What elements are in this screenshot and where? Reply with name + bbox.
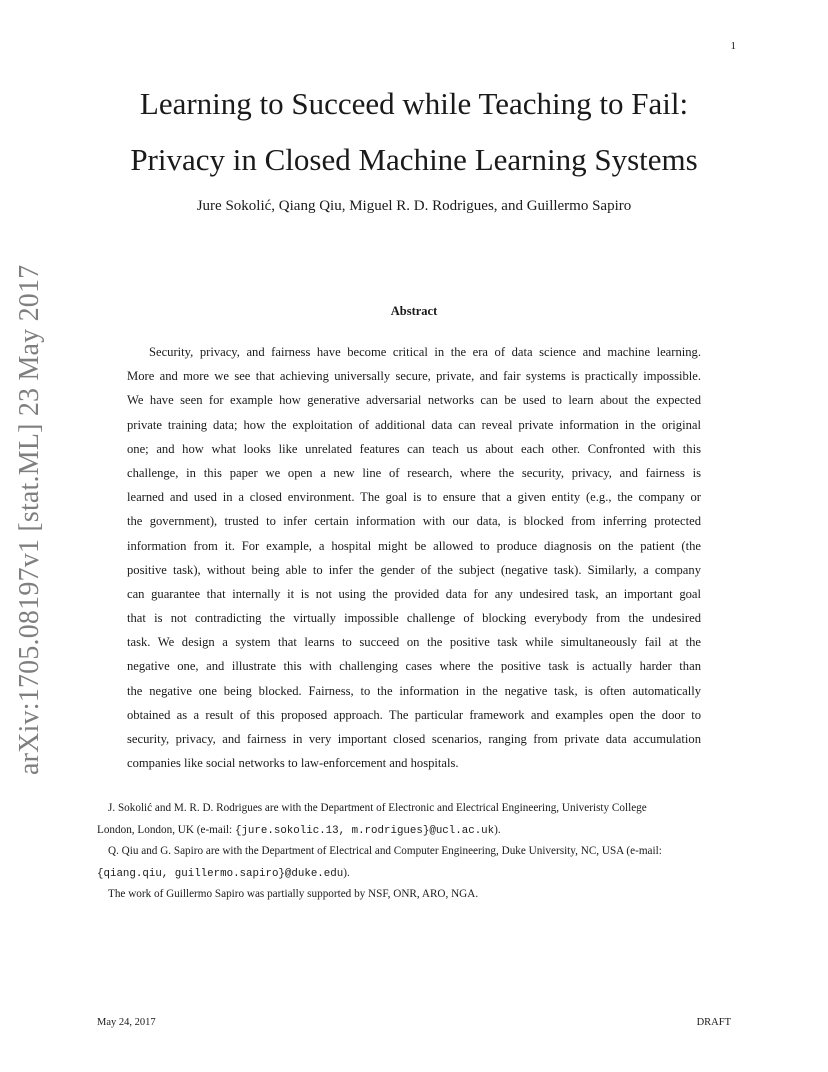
paper-title (40, 76, 788, 188)
title-line-2: Privacy in Closed Machine Learning Systems (130, 142, 698, 177)
footnote-affiliation-2-cont (97, 863, 731, 885)
author-list: Jure Sokolić, Qiang Qiu, Miguel R. D. Rodrigues, and Guillermo Sapiro (196, 198, 632, 214)
footnote-affiliation-1-cont (97, 820, 731, 842)
abstract-line: companies like social networks to law-enforcement and hospitals. (127, 756, 459, 771)
footnote-text: ). (343, 866, 350, 879)
abstract-line: More and more we see that achieving universally secure, private, and fair systems is practically impossible. (127, 369, 701, 384)
abstract-line: task. We design a system that learns to succeed on the positive task while simultaneously fail at the (127, 635, 701, 650)
title-line-1: Learning to Succeed while Teaching to Fail: (139, 86, 689, 121)
abstract-line: that is not contradicting the virtually impossible challenge of blocking everybody from the undesired (127, 611, 701, 626)
abstract-heading: Abstract (390, 304, 438, 318)
abstract-line: private training data; how the exploitation of additional data can reveal private information in the original (127, 417, 701, 432)
page-number: 1 (730, 40, 736, 52)
abstract-line: can guarantee that internally it is not using the provided data for any undesired task, an important goal (127, 586, 701, 601)
footer-date: May 24, 2017 (97, 1017, 156, 1028)
footnote-affiliation-2: Q. Qiu and G. Sapiro are with the Department of Electrical and Computer Engineering, Duke University, NC, USA (e-mail: (108, 845, 662, 857)
abstract-line: negative one, and illustrate this with challenging cases where the positive task is actually harder than (127, 659, 701, 674)
abstract-line: obtained as a result of this proposed approach. The particular framework and examples open the door to (127, 707, 701, 722)
footnote-text: ). (494, 823, 501, 836)
abstract-line: one; and how what looks like unrelated features can teach us about each other. Confronted with this (127, 441, 701, 456)
abstract-line: information from it. For example, a hospital might be allowed to produce diagnosis on the patient (the (127, 538, 701, 553)
email-address: {qiang.qiu, guillermo.sapiro}@duke.edu (97, 867, 344, 880)
abstract-line: positive task), without being able to infer the gender of the subject (negative task). Similarly, a company (127, 562, 701, 577)
arxiv-stamp: arXiv:1705.08197v1 [stat.ML] 23 May 2017 (14, 264, 45, 775)
abstract-line: Security, privacy, and fairness have become critical in the era of data science and machine learning. (149, 345, 701, 359)
footnote-funding: The work of Guillermo Sapiro was partially supported by NSF, ONR, ARO, NGA. (108, 888, 479, 900)
footnotes (97, 798, 731, 906)
abstract-body (127, 340, 701, 775)
footnote-affiliation-1: J. Sokolić and M. R. D. Rodrigues are with the Department of Electronic and Electrical Engineering, Univeristy College (108, 802, 647, 814)
footnote-text: London, London, UK (e-mail: (97, 823, 235, 836)
abstract-line: security, privacy, and fairness in very important closed scenarios, ranging from private data accumulation (127, 732, 701, 746)
abstract-line: the negative one being blocked. Fairness, to the information in the negative task, is often automatically (127, 683, 701, 698)
abstract-line: learned and used in a closed environment. The goal is to ensure that a given entity (e.g., the company or (127, 490, 701, 505)
email-address: {jure.sokolic.13, m.rodrigues}@ucl.ac.uk (234, 824, 495, 837)
abstract-line: the government), trusted to infer certain information with our data, is blocked from inferring protected (127, 514, 701, 529)
abstract-line: challenge, in this paper we open a new line of research, where the security, privacy, and fairness is (127, 465, 701, 480)
abstract-line: We have seen for example how generative adversarial networks can be used to learn about the expected (127, 393, 701, 408)
footer-status: DRAFT (696, 1017, 731, 1028)
